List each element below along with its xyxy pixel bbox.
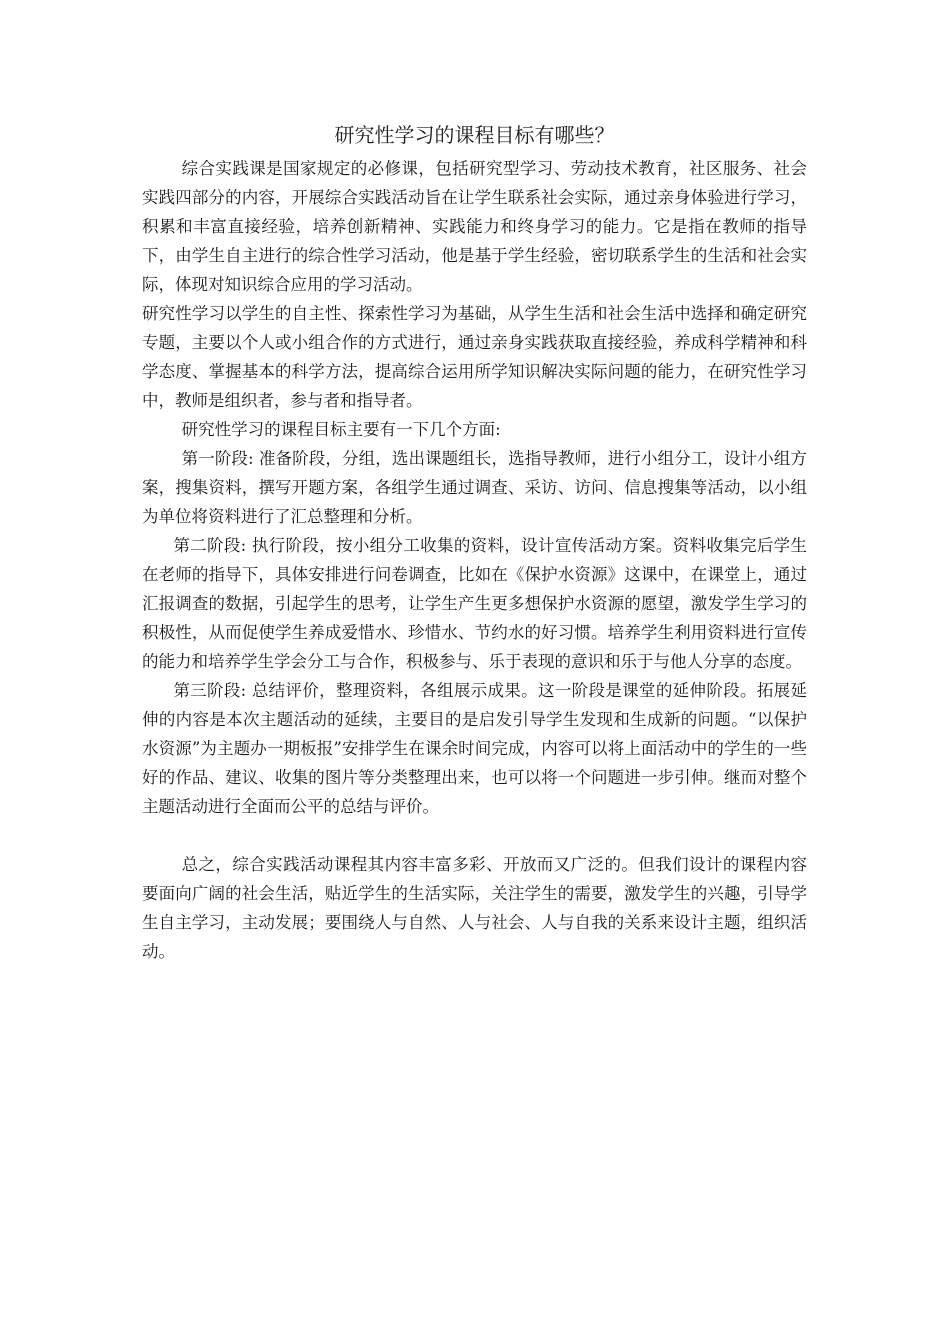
document-page <box>142 118 807 966</box>
document-title: 研究性学习的课程目标有哪些？ <box>334 123 615 147</box>
conclusion-paragraph: 总之，综合实践活动课程其内容丰富多彩、开放而又广泛的。但我们设计的课程内容要面向广阔的社会生活，贴近学生的生活实际，关注学生的需要，激发学生的兴趣，引导学生自主学习，主动发展；要围绕人与自然、人与社会、人与自我的关系来设计主题，组织活动。 <box>142 855 807 961</box>
blank-line <box>142 821 807 850</box>
stage1-paragraph: 第一阶段: 准备阶段，分组，选出课题组长，选指导教师，进行小组分工，设计小组方案，搜集资料，撰写开题方案，各组学生通过调查、采访、访问、信息搜集等活动，以小组为单位将资料进行了汇总整理和分析。 <box>142 449 807 526</box>
intro-paragraph: 综合实践课是国家规定的必修课，包括研究型学习、劳动技术教育，社区服务、社会实践四部分的内容，开展综合实践活动旨在让学生联系社会实际，通过亲身体验进行学习，积累和丰富直接经验，培养创新精神、实践能力和终身学习的能力。它是指在教师的指导下，由学生自主进行的综合性学习活动，他是基于学生经验，密切联系学生的生活和社会实际，体现对知识综合应用的学习活动。 <box>142 159 807 294</box>
goals-intro-paragraph: 研究性学习的课程目标主要有一下几个方面: <box>181 420 501 439</box>
stage2-paragraph: 第二阶段: 执行阶段，按小组分工收集的资料，设计宣传活动方案。资料收集完后学生在老师的指导下，具体安排进行问卷调查，比如在《保护水资源》这课中，在课堂上，通过汇报调查的数据，引起学生的思考，让学生产生更多想保护水资源的愿望，激发学生学习的积极性，从而促使学生养成爱惜水、珍惜水、节约水的好习惯。培养学生利用资料进行宣传的能力和培养学生学会分工与合作，积极参与、乐于表现的意识和乐于与他人分享的态度。 <box>142 536 807 671</box>
stage3-paragraph: 第三阶段: 总结评价，整理资料，各组展示成果。这一阶段是课堂的延伸阶段。拓展延伸的内容是本次主题活动的延续，主要目的是启发引导学生发现和生成新的问题。“以保护水资源”为主题办一期板报”安排学生在课余时间完成，内容可以将上面活动中的学生的一些好的作品、建议、收集的图片等分类整理出来，也可以将一个问题进一步引伸。继而对整个主题活动进行全面而公平的总结与评价。 <box>142 681 807 816</box>
research-paragraph: 研究性学习以学生的自主性、探索性学习为基础，从学生生活和社会生活中选择和确定研究专题，主要以个人或小组合作的方式进行，通过亲身实践获取直接经验，养成科学精神和科学态度、掌握基本的科学方法，提高综合运用所学知识解决实际问题的能力，在研究性学习中，教师是组织者，参与者和指导者。 <box>142 304 807 410</box>
